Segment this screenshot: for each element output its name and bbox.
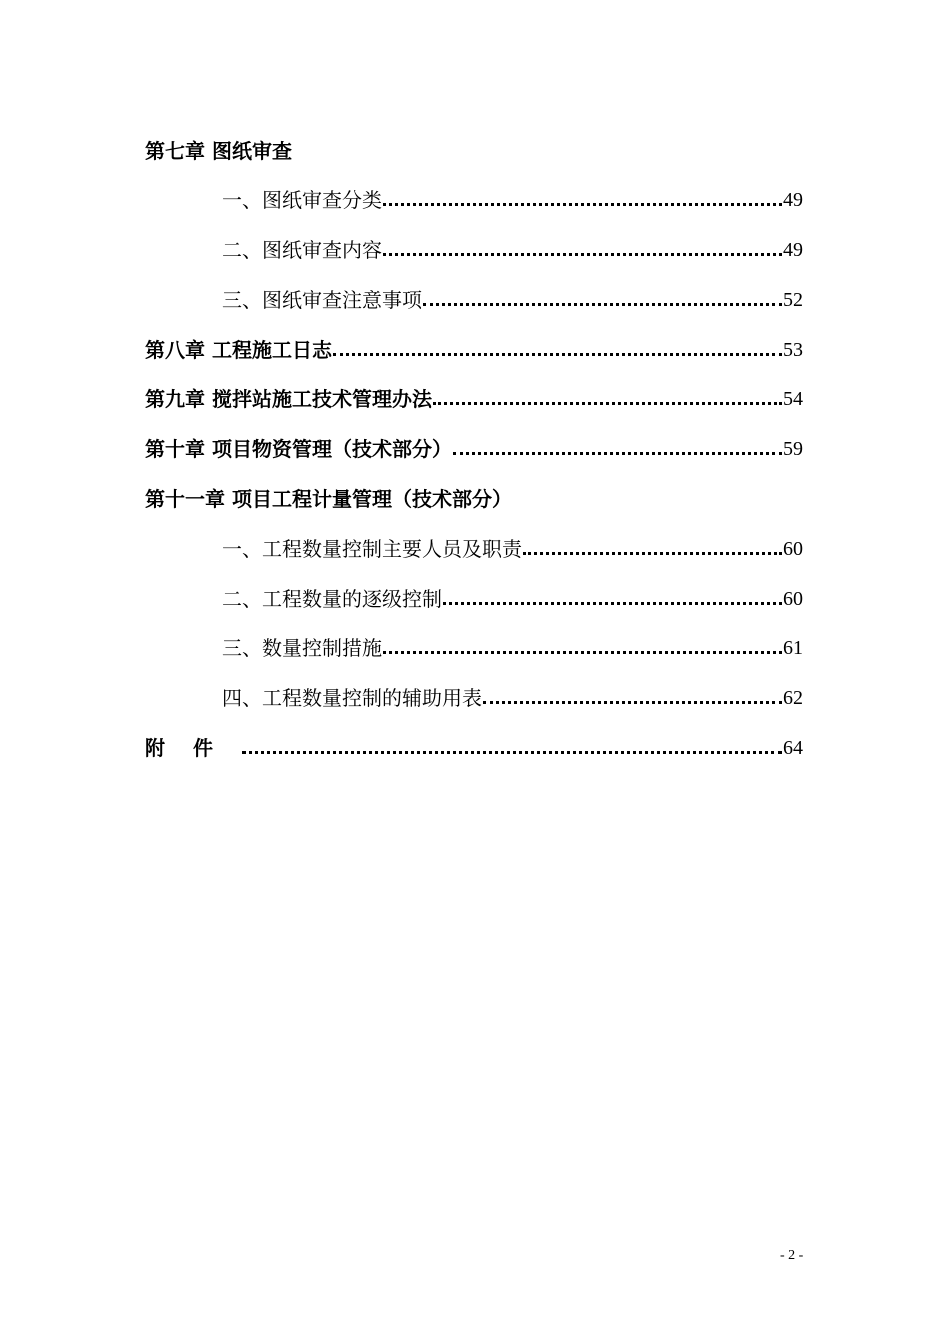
toc-page-number: 64: [783, 737, 803, 759]
toc-entry-chapter-8[interactable]: [145, 335, 803, 365]
toc-entry-11-4[interactable]: [222, 683, 803, 713]
toc-entry-chapter-10[interactable]: [145, 434, 803, 464]
toc-page-number: 52: [783, 289, 803, 311]
toc-entry-appendix[interactable]: [145, 733, 803, 763]
toc-entry-title: 二、图纸审查内容: [222, 238, 382, 262]
toc-page-number: 60: [783, 588, 803, 610]
toc-page-number: 62: [783, 687, 803, 709]
toc-page-number: 49: [783, 239, 803, 261]
dot-leader: [443, 584, 782, 614]
toc-entry-chapter-7[interactable]: [145, 136, 803, 166]
dot-leader: [423, 285, 782, 315]
dot-leader: [242, 733, 782, 763]
dot-leader: [523, 534, 782, 564]
toc-entry-title: 第九章 搅拌站施工技术管理办法: [145, 387, 432, 411]
toc-entry-title: 四、工程数量控制的辅助用表: [222, 686, 482, 710]
toc-page-number: 59: [783, 438, 803, 460]
dot-leader: [383, 185, 782, 215]
toc-page-number: 60: [783, 538, 803, 560]
toc-entry-title: 附件: [145, 736, 241, 760]
toc-entry-7-3[interactable]: [222, 285, 803, 315]
toc-page-number: 53: [783, 339, 803, 361]
toc-page-number: 61: [783, 637, 803, 659]
toc-entry-title: 第十章 项目物资管理（技术部分）: [145, 437, 452, 461]
toc-entry-chapter-11[interactable]: [145, 484, 803, 514]
toc-entry-title: 三、数量控制措施: [222, 636, 382, 660]
toc-entry-11-2[interactable]: [222, 584, 803, 614]
toc-entry-title: 一、工程数量控制主要人员及职责: [222, 537, 522, 561]
dot-leader: [453, 434, 782, 464]
toc-entry-11-3[interactable]: [222, 633, 803, 663]
toc-entry-chapter-9[interactable]: [145, 384, 803, 414]
toc-entry-title: 三、图纸审查注意事项: [222, 288, 422, 312]
toc-entry-11-1[interactable]: [222, 534, 803, 564]
toc-entry-title: 第八章 工程施工日志: [145, 338, 332, 362]
toc-entry-title: 第七章 图纸审查: [145, 139, 292, 163]
dot-leader: [383, 633, 782, 663]
toc-entry-title: 二、工程数量的逐级控制: [222, 587, 442, 611]
toc-entry-title: 第十一章 项目工程计量管理（技术部分）: [145, 487, 512, 511]
page-footer-number: - 2 -: [780, 1248, 804, 1263]
toc-page-number: 49: [783, 189, 803, 211]
toc-entry-title: 一、图纸审查分类: [222, 188, 382, 212]
dot-leader: [433, 384, 782, 414]
toc-page-number: 54: [783, 388, 803, 410]
dot-leader: [483, 683, 782, 713]
toc-entry-7-2[interactable]: [222, 235, 803, 265]
dot-leader: [333, 335, 782, 365]
toc-entry-7-1[interactable]: [222, 185, 803, 215]
dot-leader: [383, 235, 782, 265]
